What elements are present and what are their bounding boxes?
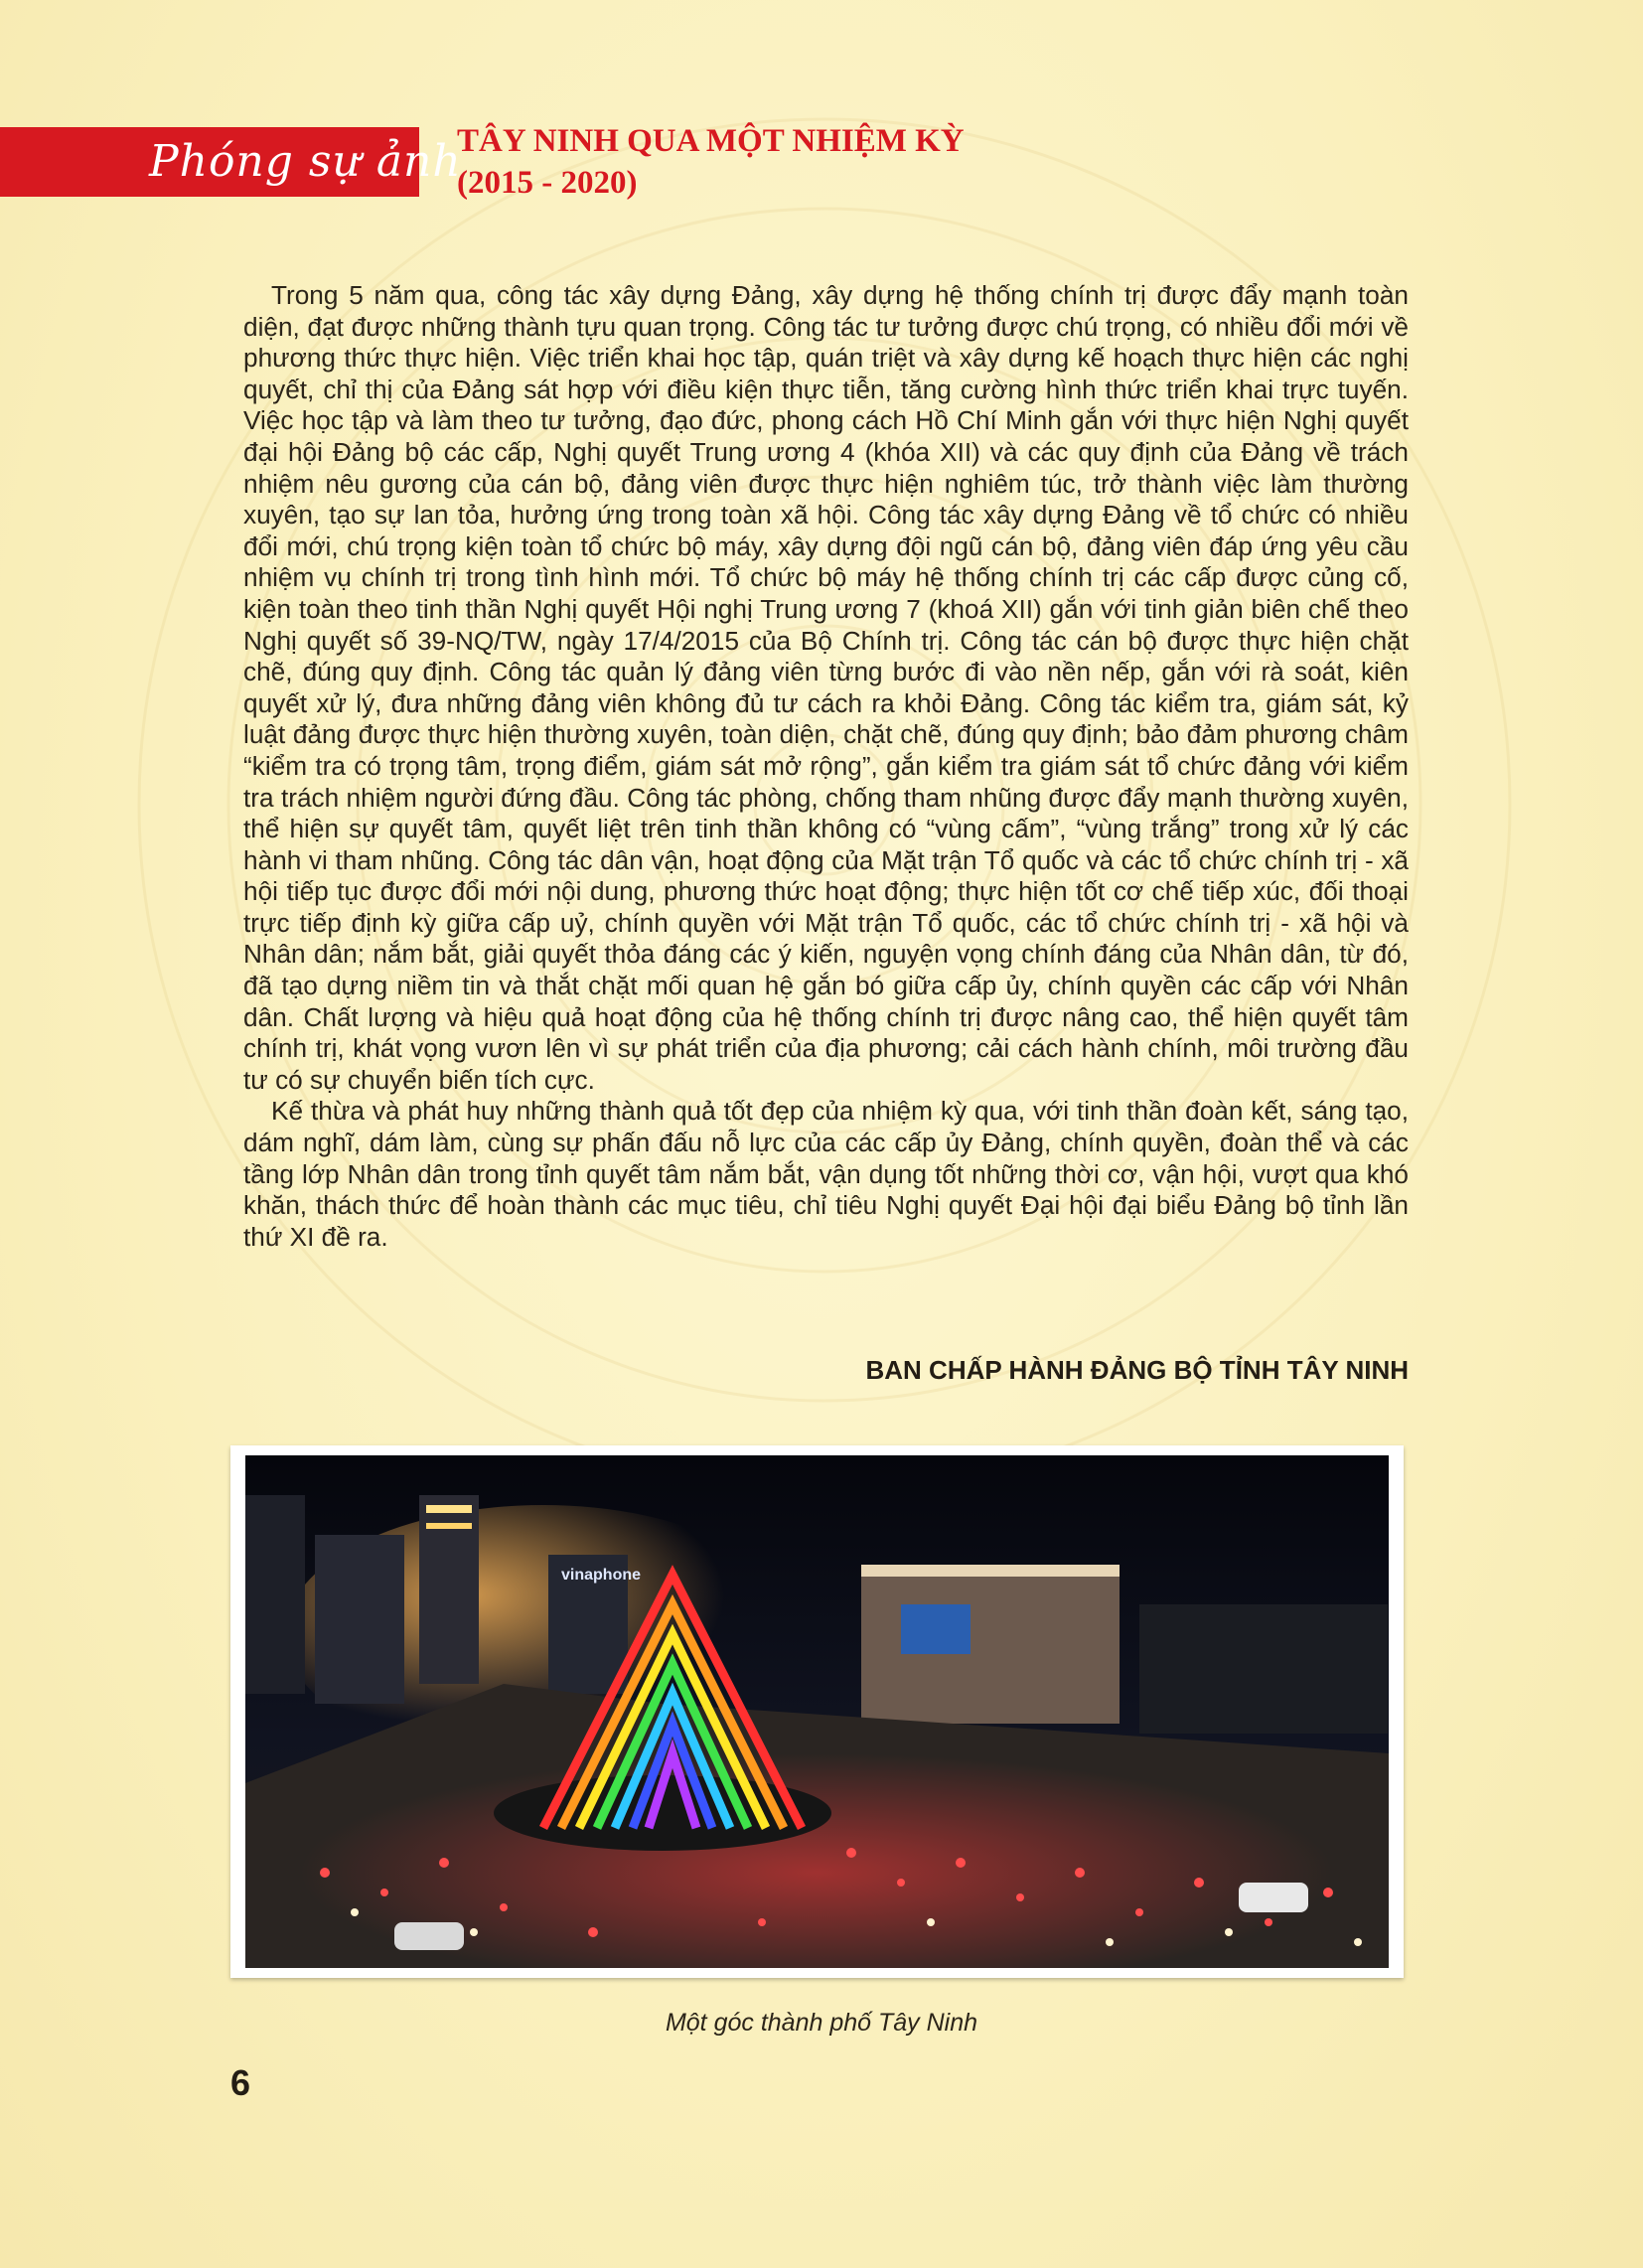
photo-caption: Một góc thành phố Tây Ninh [665, 2009, 978, 2037]
building-screen [901, 1604, 971, 1654]
article-title: TÂY NINH QUA MỘT NHIỆM KỲ [457, 123, 965, 159]
page-number: 6 [230, 2062, 251, 2103]
white-car [1239, 1883, 1308, 1912]
building-left-2 [315, 1535, 404, 1704]
white-car-2 [394, 1922, 464, 1950]
section-label: Phóng sự ảnh [149, 136, 462, 187]
paragraph-2: Kế thừa và phát huy những thành quả tốt đẹp của nhiệm kỳ qua, với tinh thần đoàn kết, sáng tạo, dám nghĩ, dám làm, cùng sự phấn đấu nỗ lực của các cấp ủy Đảng, chính quyền, đoàn thể và các tầng lớp Nhân dân trong tỉnh quyết tâm nắm bắt, vận dụng tốt những thời cơ, vận hội, vượt qua khó khăn, thách thức để hoàn thành các mục tiêu, chỉ tiêu Nghị quyết Đại hội đại biểu Đảng bộ tỉnh lần thứ XI đề ra. [243, 1096, 1409, 1252]
article-period: (2015 - 2020) [457, 165, 638, 201]
city-night-photo [245, 1455, 1389, 1968]
tower-lights-2 [426, 1523, 472, 1529]
vinaphone-sign: vinaphone [561, 1567, 642, 1584]
paragraph-1: Trong 5 năm qua, công tác xây dựng Đảng, xây dựng hệ thống chính trị được đẩy mạnh toàn diện, đạt được những thành tựu quan trọng. Công tác tư tưởng được chú trọng, có nhiều đổi mới về phương thức thực hiện. Việc triển khai học tập, quán triệt và xây dựng kế hoạch thực hiện các nghị quyết, chỉ thị của Đảng sát hợp với điều kiện thực tiễn, tăng cường hình thức triển khai trực tuyến. Việc học tập và làm theo tư tưởng, đạo đức, phong cách Hồ Chí Minh gắn với thực hiện Nghị quyết đại hội Đảng bộ các cấp, Nghị quyết Trung ương 4 (khóa XII) và các quy định của Đảng về trách nhiệm nêu gương của cán bộ, đảng viên được thực hiện nghiêm túc, trở thành việc làm thường xuyên, tạo sự lan tỏa, hưởng ứng trong toàn xã hội. Công tác xây dựng Đảng về tổ chức có nhiều đổi mới, chú trọng kiện toàn tổ chức bộ máy, xây dựng đội ngũ cán bộ, đảng viên đáp ứng yêu cầu nhiệm vụ chính trị trong tình hình mới. Tổ chức bộ máy hệ thống chính trị các cấp được củng cố, kiện toàn theo tinh thần Nghị quyết Hội nghị Trung ương 7 (khoá XII) gắn với tinh giản biên chế theo Nghị quyết số 39-NQ/TW, ngày 17/4/2015 của Bộ Chính trị. Công tác cán bộ được thực hiện chặt chẽ, đúng quy định. Công tác quản lý đảng viên từng bước đi vào nền nếp, gắn với rà soát, kiên quyết xử lý, đưa những đảng viên không đủ tư cách ra khỏi Đảng. Công tác kiểm tra, giám sát, kỷ luật đảng được thực hiện thường xuyên, toàn diện, chặt chẽ, đúng quy định; bảo đảm phương châm “kiểm tra có trọng tâm, trọng điểm, giám sát mở rộng”, gắn kiểm tra giám sát tổ chức đảng với kiểm tra trách nhiệm người đứng đầu. Công tác phòng, chống tham nhũng được đẩy mạnh thường xuyên, thể hiện sự quyết tâm, quyết liệt trên tinh thần không có “vùng cấm”, “vùng trắng” trong xử lý các hành vi tham nhũng. Công tác dân vận, hoạt động của Mặt trận Tổ quốc và các tổ chức chính trị - xã hội tiếp tục được đổi mới nội dung, phương thức hoạt động; thực hiện tốt cơ chế tiếp xúc, đối thoại trực tiếp định kỳ giữa cấp uỷ, chính quyền với Mặt trận Tổ quốc, các tổ chức chính trị - xã hội và Nhân dân; nắm bắt, giải quyết thỏa đáng các ý kiến, nguyện vọng chính đáng của Nhân dân, từ đó, đã tạo dựng niềm tin và thắt chặt mối quan hệ gắn bó giữa cấp ủy, chính quyền các cấp với Nhân dân. Chất lượng và hiệu quả hoạt động của hệ thống chính trị được nâng cao, thể hiện quyết tâm chính trị, khát vọng vươn lên vì sự phát triển của địa phương; cải cách hành chính, môi trường đầu tư có sự chuyển biến tích cực. [243, 280, 1409, 1095]
building-roof-lights [861, 1565, 1120, 1577]
building-left [245, 1495, 305, 1694]
signature: BAN CHẤP HÀNH ĐẢNG BỘ TỈNH TÂY NINH [865, 1355, 1409, 1385]
building-right [1139, 1604, 1388, 1734]
article-body [243, 280, 1409, 1253]
photo-frame [230, 1445, 1404, 1978]
post-office-building [861, 1565, 1120, 1724]
tower-lights [426, 1505, 472, 1513]
